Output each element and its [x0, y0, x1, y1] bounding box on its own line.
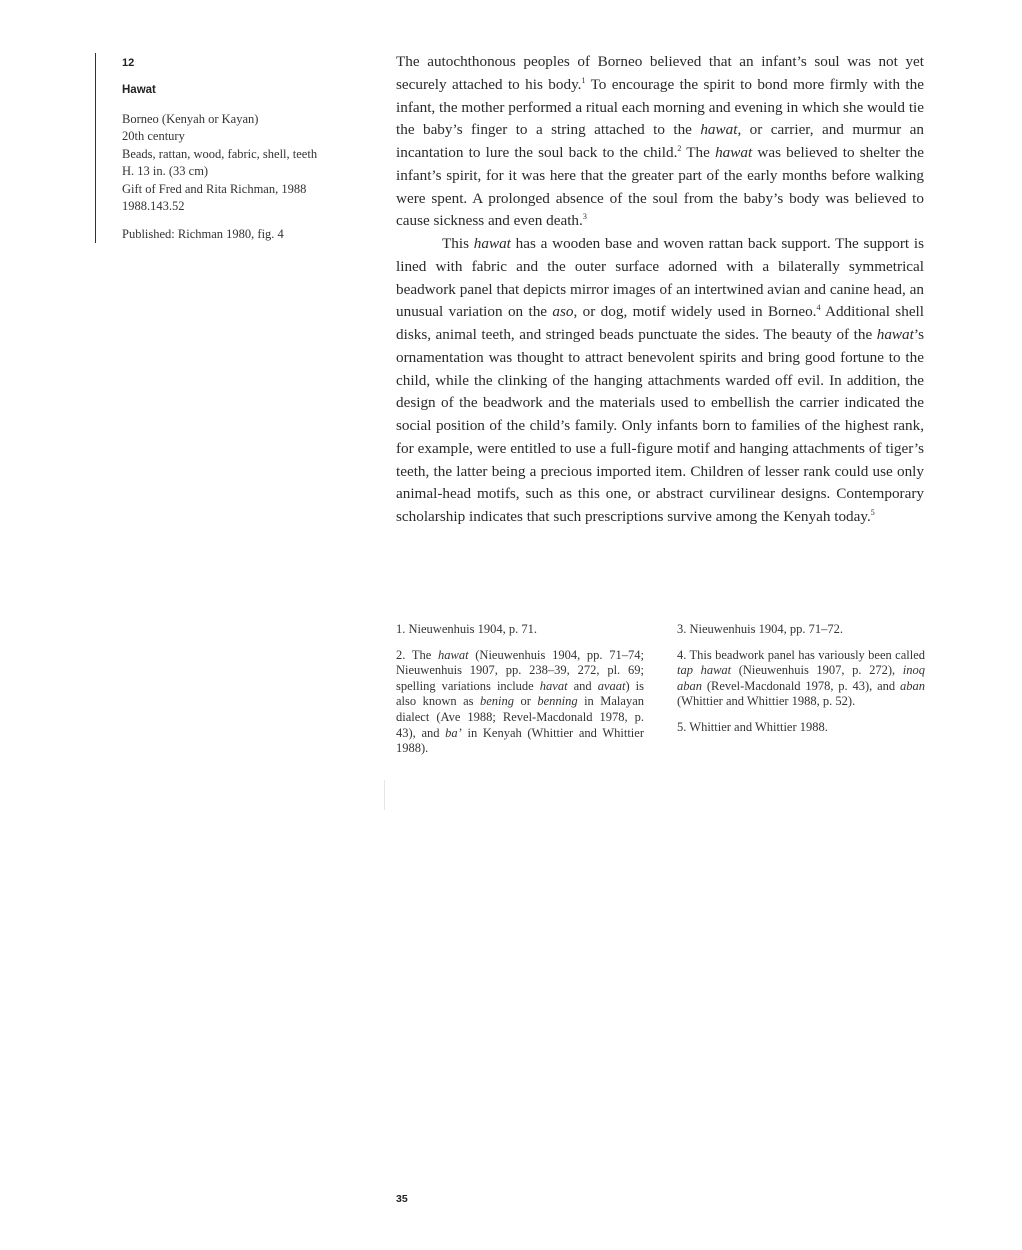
italic-term: ba’ [445, 725, 462, 740]
italic-term: hawat [473, 235, 511, 252]
essay-paragraph-1: The autochthonous peoples of Borneo believed that an infant’s soul was not yet securely attached to his body.$^1$ To encourage the spirit to bond more firmly with the infant, the mother performed a ritual each morning and evening in which she would tie the baby’s finger to a string attached to the hawat, or carrier, and murmur an incantation to lure the soul back to the child.$^2$ The hawat was believed to shelter the infant’s spirit, for it was here that the greater part of the early months before walking were spent. A prolonged absence of the soul from the baby’s body was believed to cause sickness and even death.$^3$ [396, 53, 924, 230]
footnote-4: 4. This beadwork panel has variously been called tap hawat (Nieuwenhuis 1907, p. 272), inoq aban (Revel-Macdonald 1978, p. 43), and aban (Whittier and Whittier 1988, p. 52). [677, 647, 925, 709]
italic-term: hawat [438, 647, 469, 662]
catalog-title: Hawat [122, 84, 156, 96]
footnote-ref: 2 [677, 144, 682, 153]
italic-term: havat [539, 678, 568, 693]
accession-number: 1988.143.52 [122, 199, 185, 214]
footnote-3: 3. Nieuwenhuis 1904, pp. 71–72. [677, 622, 843, 636]
faint-divider [384, 780, 385, 810]
footnote-5: 5. Whittier and Whittier 1988. [677, 719, 828, 734]
catalog-entry [122, 57, 362, 244]
italic-term: aban [900, 678, 925, 693]
footnote-2: 2. The hawat (Nieuwenhuis 1904, pp. 71–74; Nieuwenhuis 1907, pp. 238–39, 272, pl. 69; spelling variations include havat and avaat) is also known as bening or benning in Malayan dialect (Ave 1988; Revel-Macdonald 1978, p. 43), and ba’ in Kenyah (Whittier and Whittier 1988). [396, 647, 645, 756]
italic-term: inoq aban [677, 663, 925, 693]
credit-line: Gift of Fred and Rita Richman, 1988 [122, 181, 307, 196]
footnote-ref: 3 [582, 212, 587, 222]
footnote-ref: 1 [581, 75, 586, 85]
date-line: 20th century [122, 129, 185, 144]
footnote-ref: 5 [870, 508, 875, 517]
italic-term: benning [537, 694, 578, 709]
footnote-ref: 4 [816, 303, 821, 313]
footnotes-column-right [677, 622, 925, 746]
footnote-1: 1. Nieuwenhuis 1904, p. 71. [396, 622, 537, 636]
italic-term: hawat [715, 144, 753, 161]
essay-paragraph-2: This hawat has a wooden base and woven rattan back support. The support is lined with fabric and the outer surface adorned with a bilaterally symmetrical beadwork panel that depicts mirror images of an intertwined avian and canine head, an unusual variation on the aso, or dog, motif widely used in Borneo.$^4$ Additional shell disks, animal teeth, and stringed beads punctuate the sides. The beauty of the hawat’s ornamentation was thought to attract benevolent spirits and bring good fortune to the child, while the clinking of the hanging attachments warded off evil. In addition, the design of the beadwork and the materials used to embellish the carrier indicated the social position of the child’s family. Only infants born to families of the highest rank, for example, were entitled to use a full-figure motif and hanging attachments of tiger’s teeth, the latter being a precious imported item. Children of lesser rank could use only animal-head motifs, such as this one, or abstract curvilinear designs. Contemporary scholarship indicates that such prescriptions survive among the Kenyah today.$^5$ [396, 235, 924, 525]
materials-line: Beads, rattan, wood, fabric, shell, teeth [122, 146, 318, 161]
catalog-metadata [122, 111, 362, 215]
page-number: 35 [396, 1193, 408, 1205]
footnotes-column-left [396, 622, 644, 767]
catalog-number: 12 [122, 57, 135, 69]
essay-body [396, 51, 924, 529]
published-reference: Published: Richman 1980, fig. 4 [122, 227, 284, 242]
italic-term: hawat [876, 326, 914, 343]
italic-term: tap hawat [677, 663, 732, 678]
italic-term: aso [552, 303, 574, 321]
dimensions-line: H. 13 in. (33 cm) [122, 164, 209, 179]
italic-term: avaat [597, 678, 626, 693]
margin-rule [95, 53, 96, 243]
italic-term: hawat [700, 121, 738, 139]
origin-line: Borneo (Kenyah or Kayan) [122, 112, 259, 126]
italic-term: bening [479, 694, 514, 709]
